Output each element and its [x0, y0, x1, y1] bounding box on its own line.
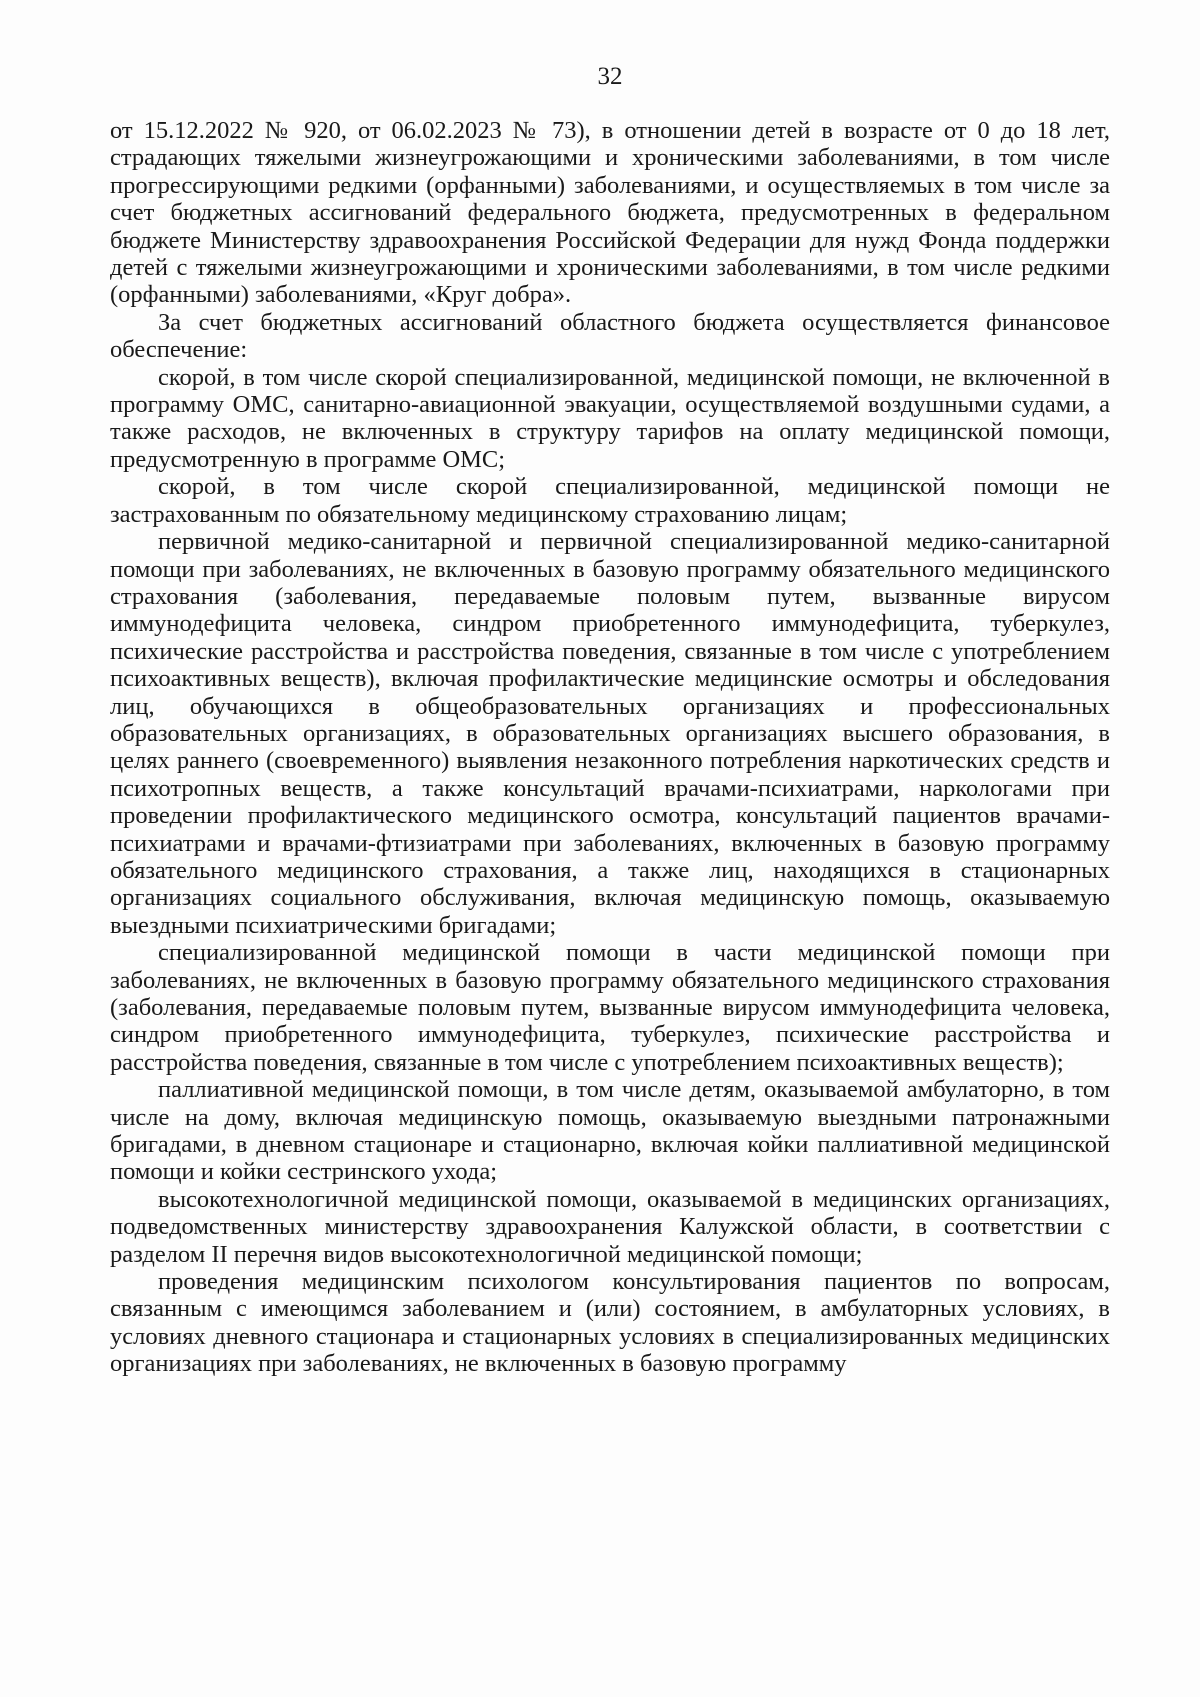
paragraph-specialized-care: специализированной медицинской помощи в части медицинской помощи при заболеваниях, не включенных в базовую программу обязательного медицинского страхования (заболевания, передаваемые половым путем, вызванные вирусом иммунодефицита человека, синдром приобретенного иммунодефицита, туберкулез, психические расстройства и расстройства поведения, связанные в том числе с употреблением психоактивных веществ); [110, 939, 1110, 1076]
paragraph-primary-care: первичной медико-санитарной и первичной специализированной медико-санитарной помощи при заболеваниях, не включенных в базовую программу обязательного медицинского страхования (заболевания, передаваемые половым путем, вызванные вирусом иммунодефицита человека, синдром приобретенного иммунодефицита, туберкулез, психические расстройства и расстройства поведения, связанные в том числе с употреблением психоактивных веществ), включая профилактические медицинские осмотры и обследования лиц, обучающихся в общеобразовательных организациях и профессиональных образовательных организациях, в образовательных организациях высшего образования, в целях раннего (своевременного) выявления незаконного потребления наркотических средств и психотропных веществ, а также консультаций врачами-психиатрами, наркологами при проведении профилактического медицинского осмотра, консультаций пациентов врачами-психиатрами и врачами-фтизиатрами при заболеваниях, включенных в базовую программу обязательного медицинского страхования, а также лиц, находящихся в стационарных организациях социального обслуживания, включая медицинскую помощь, оказываемую выездными психиатрическими бригадами; [110, 528, 1110, 939]
paragraph-continuation: от 15.12.2022 № 920, от 06.02.2023 № 73), в отношении детей в возрасте от 0 до 18 лет, страдающих тяжелыми жизнеугрожающими и хроническими заболеваниями, в том числе прогрессирующими редкими (орфанными) заболеваниями, и осуществляемых в том числе за счет бюджетных ассигнований федерального бюджета, предусмотренных в федеральном бюджете Министерству здравоохранения Российской Федерации для нужд Фонда поддержки детей с тяжелыми жизнеугрожающими и хроническими заболеваниями, в том числе редкими (орфанными) заболеваниями, «Круг добра». [110, 117, 1110, 309]
paragraph-high-tech-care: высокотехнологичной медицинской помощи, оказываемой в медицинских организациях, подведомственных министерству здравоохранения Калужской области, в соответствии с разделом II перечня видов высокотехнологичной медицинской помощи; [110, 1185, 1110, 1268]
paragraph-psychologist-consulting: проведения медицинским психологом консультирования пациентов по вопросам, связанным с имеющимся заболеванием и (или) состоянием, в амбулаторных условиях, в условиях дневного стационара и стационарных условиях в специализированных медицинских организациях при заболеваниях, не включенных в базовую программу [110, 1268, 1110, 1378]
paragraph-emergency-uninsured: скорой, в том числе скорой специализированной, медицинской помощи не застрахованным по обязательному медицинскому страхованию лицам; [110, 473, 1110, 528]
paragraph-emergency-care: скорой, в том числе скорой специализированной, медицинской помощи, не включенной в программу ОМС, санитарно-авиационной эвакуации, осуществляемой воздушными судами, а также расходов, не включенных в структуру тарифов на оплату медицинской помощи, предусмотренную в программе ОМС; [110, 363, 1110, 473]
page-number: 32 [597, 63, 623, 90]
paragraph-regional-budget-intro: За счет бюджетных ассигнований областного бюджета осуществляется финансовое обеспечение: [110, 308, 1110, 364]
paragraph-palliative-care: паллиативной медицинской помощи, в том числе детям, оказываемой амбулаторно, в том числе на дому, включая медицинскую помощь, оказываемую выездными патронажными бригадами, в дневном стационаре и стационарно, включая койки паллиативной медицинской помощи и койки сестринского ухода; [110, 1076, 1110, 1186]
